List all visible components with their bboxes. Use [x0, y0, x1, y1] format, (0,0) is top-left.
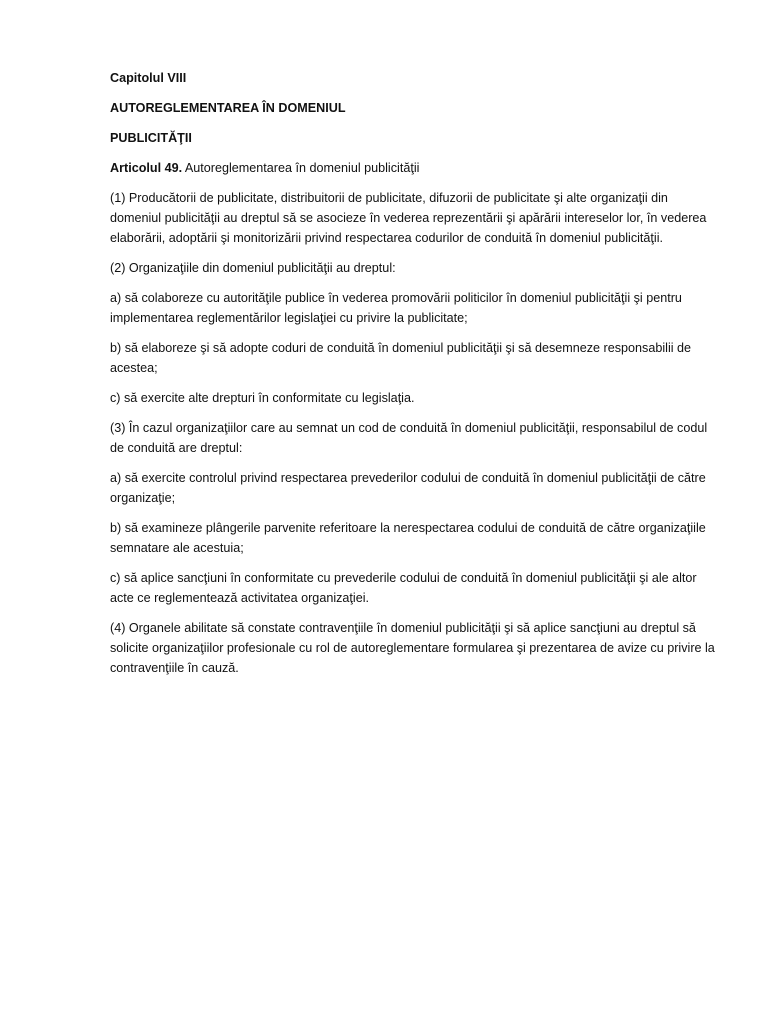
paragraph-4: (4) Organele abilitate să constate contravenţiile în domeniul publicităţii şi să aplice sancţiuni au dreptul să solicite organizaţiilor profesionale cu rol de autoreglementare formularea şi prezentarea de avize cu privire la contravenţiile în cauză.: [110, 621, 715, 675]
article-heading: [110, 158, 715, 178]
paragraph-3c: c) să aplice sancţiuni în conformitate cu prevederile codului de conduită în domeniul publicităţii şi ale altor acte ce reglementează activitatea organizaţiei.: [110, 571, 697, 605]
chapter-title-line1: AUTOREGLEMENTAREA ÎN DOMENIUL: [110, 101, 346, 115]
article-title: Autoreglementarea în domeniul publicităţii: [182, 161, 420, 175]
paragraph-3a: a) să exercite controlul privind respectarea prevederilor codului de conduită în domeniul publicităţii de către organizaţie;: [110, 471, 706, 505]
document-page: [110, 68, 715, 688]
paragraph-1: (1) Producătorii de publicitate, distribuitorii de publicitate, difuzorii de publicitate şi alte organizaţii din domeniul publicităţii au dreptul să se asocieze în vederea reprezentării şi apărării intereselor lor, în vederea elaborării, adoptării şi monitorizării privind respectarea codurilor de conduită în domeniul publicităţii.: [110, 191, 707, 245]
paragraph-2: (2) Organizaţiile din domeniul publicităţii au dreptul:: [110, 261, 396, 275]
paragraph-3: (3) În cazul organizaţiilor care au semnat un cod de conduită în domeniul publicităţii, responsabilul de codul de conduită are dreptul:: [110, 421, 708, 455]
paragraph-2c: c) să exercite alte drepturi în conformitate cu legislaţia.: [110, 391, 415, 405]
paragraph-2b: b) să elaboreze şi să adopte coduri de conduită în domeniul publicităţii şi să desemneze responsabilii de acestea;: [110, 341, 692, 375]
chapter-label: Capitolul VIII: [110, 71, 187, 85]
article-number: Articolul 49.: [110, 161, 183, 175]
chapter-title-line2: PUBLICITĂŢII: [110, 131, 192, 145]
paragraph-3b: b) să examineze plângerile parvenite referitoare la nerespectarea codului de conduită de către organizaţiile semnatare ale acestuia;: [110, 521, 706, 555]
paragraph-2a: a) să colaboreze cu autorităţile publice în vederea promovării politicilor în domeniul publicităţii şi pentru implementarea reglementărilor legislaţiei cu privire la publicitate;: [110, 291, 682, 325]
